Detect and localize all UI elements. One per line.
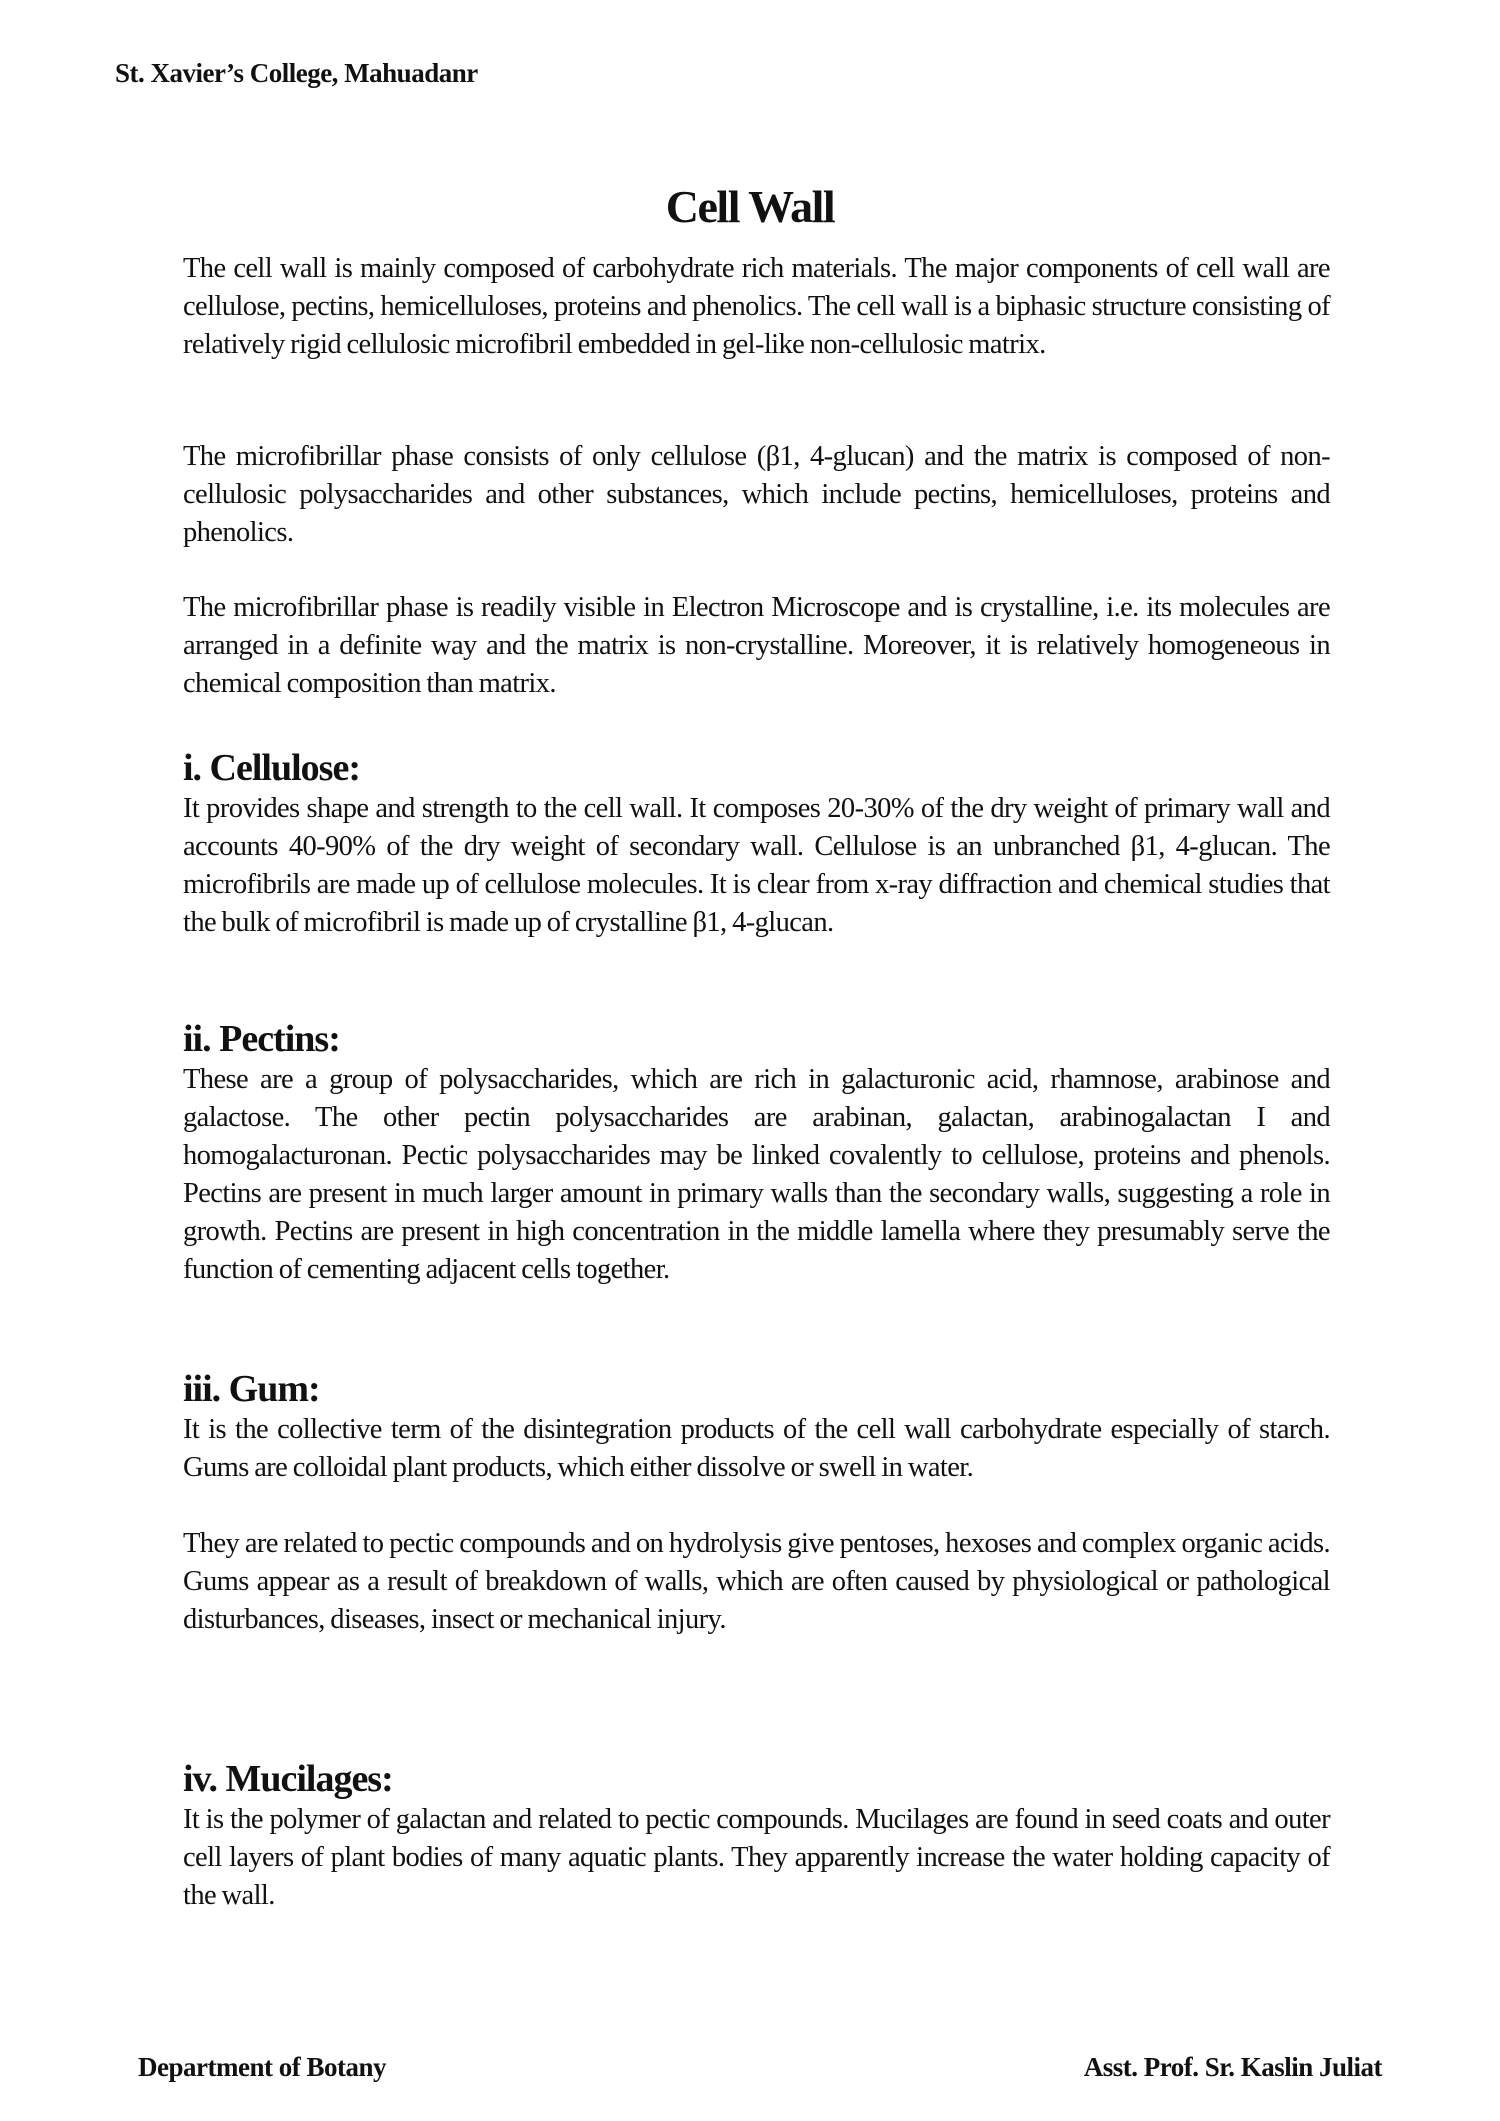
intro-paragraph-3 (183, 589, 1330, 703)
section-heading: i. Cellulose: (183, 747, 360, 789)
footer-department: Department of Botany (138, 2052, 386, 2082)
section-cellulose (183, 746, 1330, 942)
intro-paragraph-1 (183, 250, 1330, 364)
section-heading: iv. Mucilages: (183, 1758, 393, 1800)
paragraph: The microfibrillar phase is readily visible in Electron Microscope and is crystalline, i.e. its molecules are arranged in a definite way and the matrix is non-crystalline. Moreover, it is relatively homogeneous in chemical composition than matrix. (183, 592, 1330, 699)
paragraph: The cell wall is mainly composed of carbohydrate rich materials. The major components of cell wall are cellulose, pectins, hemicelluloses, proteins and phenolics. The cell wall is a biphasic structure consisting of relatively rigid cellulosic microfibril embedded in gel-like non-cellulosic matrix. (183, 253, 1330, 360)
paragraph: It is the polymer of galactan and related to pectic compounds. Mucilages are found in seed coats and outer cell layers of plant bodies of many aquatic plants. They apparently increase the water holding capacity of the wall. (183, 1804, 1330, 1911)
paragraph: They are related to pectic compounds and on hydrolysis give pentoses, hexoses and complex organic acids. Gums appear as a result of breakdown of walls, which are often caused by physiological or pathological disturbances, diseases, insect or mechanical injury. (183, 1528, 1330, 1635)
footer-author: Asst. Prof. Sr. Kaslin Juliat (1083, 2052, 1382, 2082)
paragraph: It provides shape and strength to the cell wall. It composes 20-30% of the dry weight of primary wall and accounts 40-90% of the dry weight of secondary wall. Cellulose is an unbranched β1, 4-glucan. The microfibrils are made up of cellulose molecules. It is clear from x-ray diffraction and chemical studies that the bulk of microfibril is made up of crystalline β1, 4-glucan. (183, 793, 1330, 938)
section-gum (183, 1367, 1330, 1639)
intro-paragraph-2 (183, 438, 1330, 552)
section-pectins (183, 1017, 1330, 1289)
paragraph: It is the collective term of the disintegration products of the cell wall carbohydrate especially of starch. Gums are colloidal plant products, which either dissolve or swell in water. (183, 1414, 1330, 1483)
paragraph: These are a group of polysaccharides, which are rich in galacturonic acid, rhamnose, arabinose and galactose. The other pectin polysaccharides are arabinan, galactan, arabinogalactan I and homogalacturonan. Pectic polysaccharides may be linked covalently to cellulose, proteins and phenols. Pectins are present in much larger amount in primary walls than the secondary walls, suggesting a role in growth. Pectins are present in high concentration in the middle lamella where they presumably serve the function of cementing adjacent cells together. (183, 1064, 1330, 1285)
section-heading: ii. Pectins: (183, 1018, 340, 1060)
paragraph: The microfibrillar phase consists of only cellulose (β1, 4-glucan) and the matrix is composed of non-cellulosic polysaccharides and other substances, which include pectins, hemicelluloses, proteins and phenolics. (183, 441, 1330, 548)
section-heading: iii. Gum: (183, 1368, 320, 1410)
section-mucilages (183, 1757, 1330, 1915)
page-title: Cell Wall (665, 181, 835, 232)
institution-header: St. Xavier’s College, Mahuadanr (115, 58, 478, 88)
